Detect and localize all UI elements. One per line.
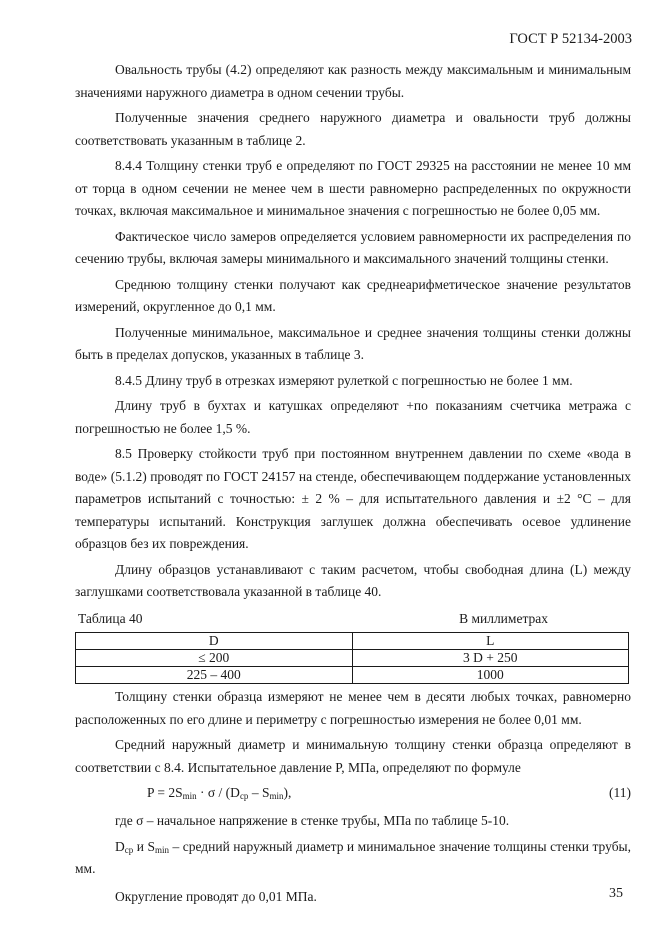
paragraph-tolerances: Полученные минимальное, максимальное и среднее значения толщины стенки должны быть в пределах допусков, указанных в таблице 3. xyxy=(75,324,631,362)
table-units: В миллиметрах xyxy=(459,610,548,626)
paragraph-8-4-5: 8.4.5 Длину труб в отрезках измеряют рулеткой с погрешностью не более 1 мм. xyxy=(115,372,573,388)
paragraph-test-pressure: Средний наружный диаметр и минимальную толщину стенки образца определяют в соответствии с 8.4. Испытательное давление P, МПа, определяют по формуле xyxy=(75,737,631,775)
paragraph-8-4-4: 8.4.4 Толщину стенки труб e определяют по ГОСТ 29325 на расстоянии не менее 10 мм от торца в одном сечении не менее чем в шести равномерно распределенных по окружности точках, включая максимальное и минимальное значения с погрешностью не более 0,05 мм. xyxy=(75,158,631,218)
table-cell: 3 D + 250 xyxy=(352,650,629,667)
table-40 xyxy=(75,632,629,684)
paragraph-dcp-definition: $D_{ср}$ и $S_{min}$ – средний наружный диаметр и минимальное значение толщины стенки трубы, мм. xyxy=(75,838,632,876)
table-header-d: D xyxy=(76,633,353,650)
table-cell: 1000 xyxy=(352,667,629,684)
formula-number: (11) xyxy=(609,785,631,800)
table-row xyxy=(76,667,629,684)
formula-expression: $P = 2S_{min} \cdot \sigma / (D_{ср} - S_{min})$, xyxy=(147,785,292,801)
page-number: 35 xyxy=(609,886,623,901)
paragraph-table2-ref: Полученные значения среднего наружного диаметра и овальности труб должны соответствовать указанным в таблице 2. xyxy=(75,110,631,148)
paragraph-sample-length: Длину образцов устанавливают с таким расчетом, чтобы свободная длина (L) между заглушками соответствовала указанной в таблице 40. xyxy=(75,561,631,599)
table-header-row xyxy=(76,633,629,650)
paragraph-average-thickness: Среднюю толщину стенки получают как среднеарифметическое значение результатов измерений, округленное до 0,1 мм. xyxy=(75,276,631,314)
table-caption: Таблица 40 xyxy=(78,610,143,626)
paragraph-wall-thickness: Толщину стенки образца измеряют не менее чем в десяти любых точках, равномерно расположенных по его длине и периметру с погрешностью измерения не более 0,01 мм. xyxy=(75,689,631,727)
table-header-l: L xyxy=(352,633,629,650)
paragraph-coil-length: Длину труб в бухтах и катушках определяют +по показаниям счетчика метража с погрешностью не более 1,5 %. xyxy=(75,398,631,436)
paragraph-sigma-definition: где σ – начальное напряжение в стенке трубы, МПа по таблице 5-10. xyxy=(115,813,510,828)
document-header: ГОСТ Р 52134-2003 xyxy=(509,31,632,47)
table-row xyxy=(76,650,629,667)
table-cell: 225 – 400 xyxy=(76,667,353,684)
paragraph-8-5: 8.5 Проверку стойкости труб при постоянном внутреннем давлении по схеме «вода в воде» (5.1.2) проводят по ГОСТ 24157 на стенде, обеспечивающем поддержание установленных параметров испытаний с точностью: ± 2 % – для испытательного давления и ±2 °С – для температуры испытаний. Конструкция заглушек должна обеспечивать осевое удлинение образцов без их повреждения. xyxy=(75,446,631,551)
paragraph-rounding: Округление проводят до 0,01 МПа. xyxy=(115,888,317,904)
page-body xyxy=(75,59,631,911)
formula-11 xyxy=(75,782,631,808)
table-caption-row xyxy=(75,608,631,631)
paragraph-measurements: Фактическое число замеров определяется условием равномерности их распределения по сечению трубы, включая замеры минимального и максимального значений толщины стенки. xyxy=(75,228,631,266)
table-cell: ≤ 200 xyxy=(76,650,353,667)
paragraph-ovality: Овальность трубы (4.2) определяют как разность между максимальным и минимальным значениями наружного диаметра в одном сечении трубы. xyxy=(75,62,631,100)
